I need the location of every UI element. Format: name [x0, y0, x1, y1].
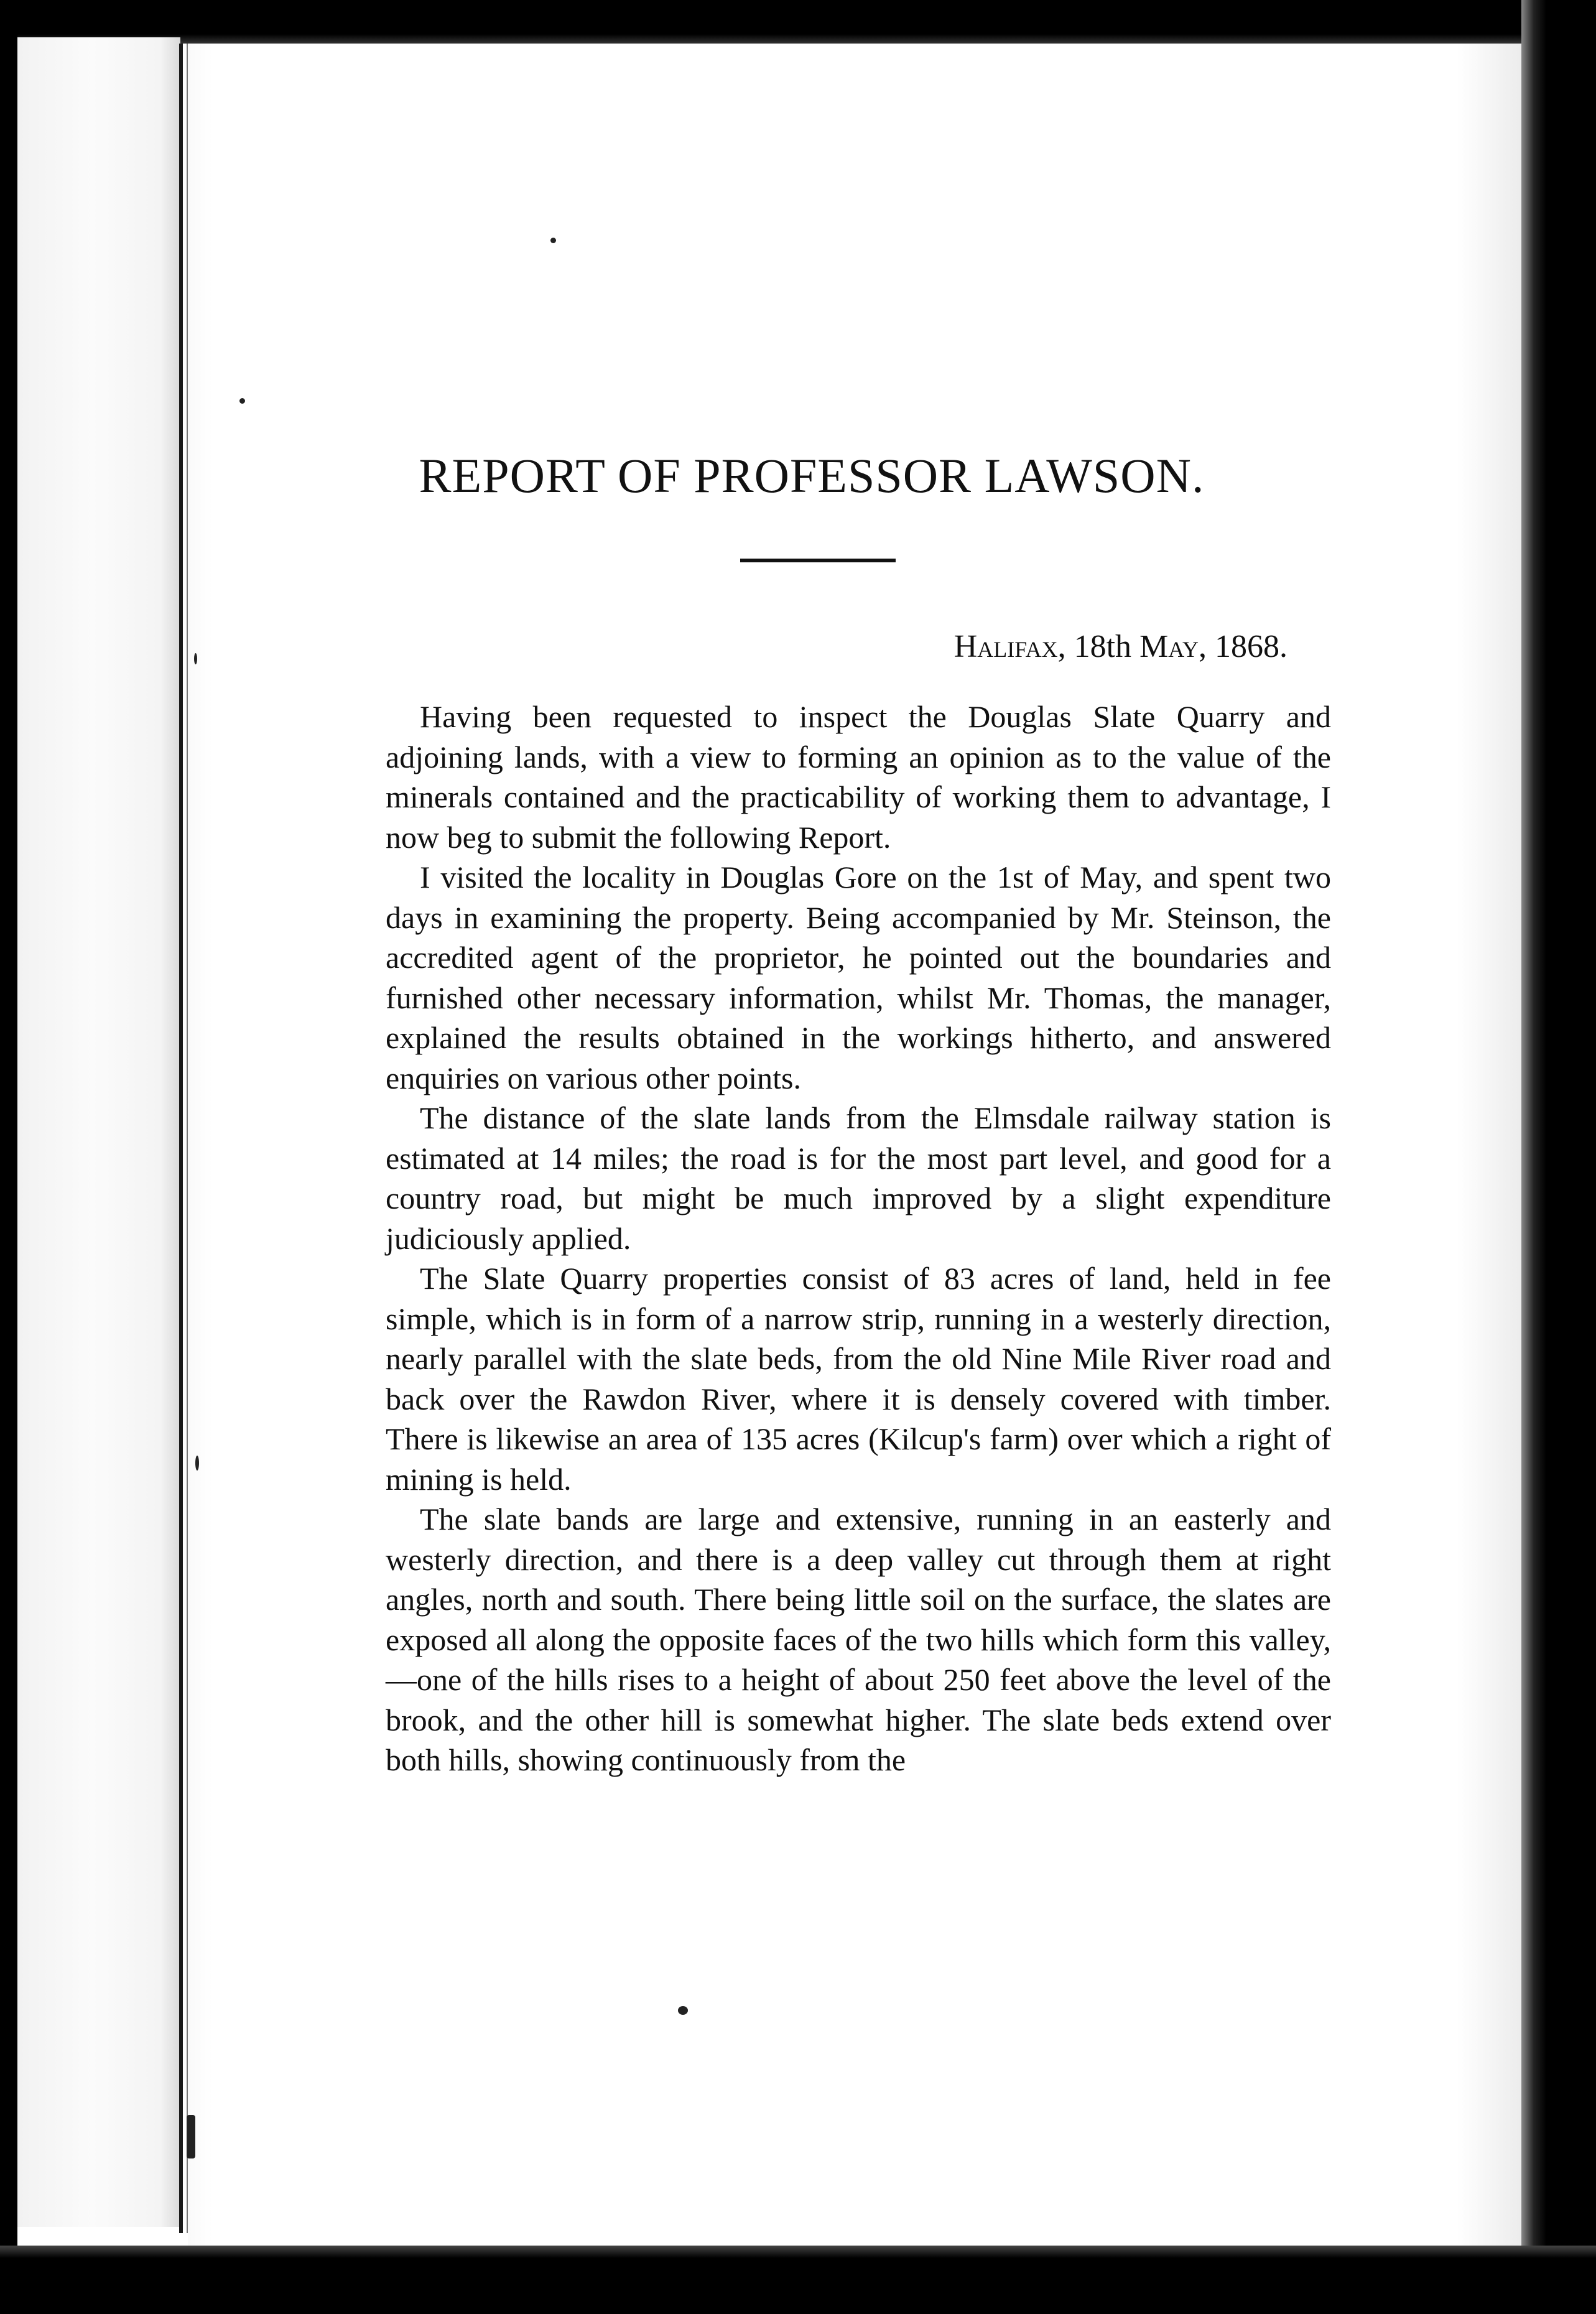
report-body: [386, 697, 1331, 1780]
page-title: REPORT OF PROFESSOR LAWSON.: [419, 448, 1205, 503]
binding-gutter: [179, 44, 183, 2233]
dateline-day: 18th: [1065, 629, 1140, 664]
scan-border-top: [0, 0, 1596, 44]
paragraph: I visited the locality in Douglas Gore on the 1st of May, and spent two days in examining the property. Being accompanied by Mr. Steinson, the accredited agent of the proprietor, he pointed out the boundaries and furnished other necessary information, whilst Mr. Thomas, the manager, explained the results obtained in the workings hitherto, and answered enquiries on various other points.: [386, 860, 1331, 1095]
dateline-year: 1868.: [1207, 629, 1287, 664]
paragraph: The slate bands are large and extensive, running in an easterly and westerly direction, and there is a deep valley cut through them at right angles, north and south. There being little soil on the surface, the slates are exposed all along the opposite faces of the two hills which form this valley,—one of the hills rises to a height of about 250 feet above the level of the brook, and the other hill is somewhat higher. The slate beds extend over both hills, showing continuously from the: [386, 1502, 1331, 1777]
dateline: [809, 628, 1287, 665]
dateline-month: May,: [1139, 629, 1207, 664]
scan-border-left: [0, 0, 17, 2314]
left-flyleaf: [17, 37, 180, 2227]
paragraph: The distance of the slate lands from the Elmsdale railway station is estimated at 14 miles; the road is for the most part level, and good for a country road, but might be much improved by a slight expenditure judiciously applied.: [386, 1100, 1331, 1256]
paragraph: Having been requested to inspect the Douglas Slate Quarry and adjoining lands, with a view to forming an opinion as to the value of the minerals contained and the practicability of working them to advantage, I now beg to submit the following Report.: [386, 699, 1331, 855]
scan-border-right: [1521, 0, 1596, 2314]
title-rule: [740, 559, 896, 562]
paragraph: The Slate Quarry properties consist of 83 acres of land, held in fee simple, which is in form of a narrow strip, running in a westerly direction, nearly parallel with the slate beds, from the old Nine Mile River road and back over the Rawdon River, where it is densely covered with timber. There is likewise an area of 135 acres (Kilcup's farm) over which a right of mining is held.: [386, 1261, 1331, 1497]
dateline-place: Halifax,: [953, 629, 1066, 664]
scan-border-bottom: [0, 2246, 1596, 2314]
